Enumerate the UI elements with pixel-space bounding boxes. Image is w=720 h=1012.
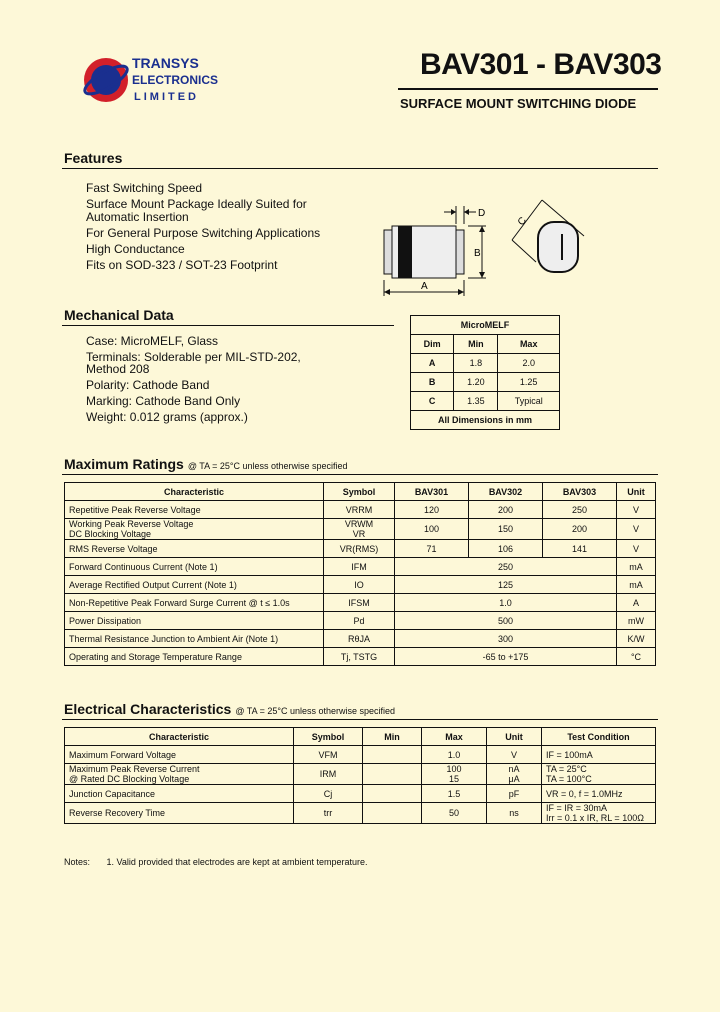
feature-item: High Conductance bbox=[86, 242, 185, 256]
ec-max-line: 100 bbox=[446, 764, 462, 774]
mechanical-item: Marking: Cathode Band Only bbox=[86, 394, 241, 408]
mr-sym-line: VR bbox=[352, 529, 366, 539]
mr-value: 125 bbox=[395, 576, 617, 594]
mm-header: Min bbox=[454, 335, 498, 354]
mr-char-line: Working Peak Reverse Voltage bbox=[69, 519, 194, 529]
mm-min: 1.20 bbox=[454, 373, 498, 392]
electrical-title: Electrical Characteristics bbox=[64, 701, 232, 717]
ec-min bbox=[363, 785, 422, 803]
mechanical-item: Weight: 0.012 grams (approx.) bbox=[86, 410, 248, 424]
mr-char: Operating and Storage Temperature Range bbox=[65, 648, 324, 666]
ec-char bbox=[65, 764, 294, 785]
mechanical-title: Mechanical Data bbox=[64, 307, 174, 323]
mm-max: 2.0 bbox=[498, 354, 560, 373]
ec-cond bbox=[542, 803, 656, 824]
table-row bbox=[411, 354, 560, 373]
diagram-label-d: D bbox=[478, 208, 486, 219]
ec-cond: IF = 100mA bbox=[542, 746, 656, 764]
mechanical-item: Polarity: Cathode Band bbox=[86, 378, 210, 392]
ec-header: Unit bbox=[487, 728, 542, 746]
ec-sym: VFM bbox=[294, 746, 363, 764]
diagram-label-b: B bbox=[474, 248, 481, 259]
mr-unit: V bbox=[617, 519, 656, 540]
notes-text: 1. Valid provided that electrodes are kept at ambient temperature. bbox=[106, 857, 368, 867]
mr-header: BAV301 bbox=[395, 483, 469, 501]
mechanical-item: Terminals: Solderable per MIL-STD-202, bbox=[86, 350, 301, 364]
mr-char: RMS Reverse Voltage bbox=[65, 540, 324, 558]
feature-item: Fits on SOD-323 / SOT-23 Footprint bbox=[86, 258, 278, 272]
mm-min: 1.35 bbox=[454, 392, 498, 411]
electrical-table bbox=[64, 727, 656, 824]
features-list bbox=[86, 180, 320, 273]
ec-unit-line: nA bbox=[508, 764, 520, 774]
mr-v3: 141 bbox=[543, 540, 617, 558]
mechanical-item: Method 208 bbox=[86, 362, 150, 376]
micromelf-dimension-table bbox=[410, 315, 560, 430]
mr-sym bbox=[324, 519, 395, 540]
max-ratings-condition: @ TA = 25°C unless otherwise specified bbox=[187, 461, 348, 471]
mr-sym: Pd bbox=[324, 612, 395, 630]
ec-max bbox=[422, 764, 487, 785]
mr-sym: IFM bbox=[324, 558, 395, 576]
ec-cond-line: IF = IR = 30mA bbox=[546, 803, 608, 813]
mm-dim: A bbox=[411, 354, 454, 373]
mr-sym-line: VRWM bbox=[344, 519, 374, 529]
ec-min bbox=[363, 803, 422, 824]
mr-unit: mA bbox=[617, 558, 656, 576]
ec-header: Max bbox=[422, 728, 487, 746]
ec-char-line: @ Rated DC Blocking Voltage bbox=[69, 774, 190, 784]
ec-header: Characteristic bbox=[65, 728, 294, 746]
mr-sym: VR(RMS) bbox=[324, 540, 395, 558]
mechanical-list bbox=[86, 333, 301, 425]
max-ratings-title: Maximum Ratings bbox=[64, 456, 184, 472]
mm-dim: C bbox=[411, 392, 454, 411]
mr-v2: 106 bbox=[469, 540, 543, 558]
mr-unit: A bbox=[617, 594, 656, 612]
ec-char: Maximum Forward Voltage bbox=[65, 746, 294, 764]
mr-char: Repetitive Peak Reverse Voltage bbox=[65, 501, 324, 519]
mr-v2: 150 bbox=[469, 519, 543, 540]
table-row bbox=[65, 576, 656, 594]
mechanical-item: Case: MicroMELF, Glass bbox=[86, 334, 219, 348]
mr-value: 1.0 bbox=[395, 594, 617, 612]
ec-unit: pF bbox=[487, 785, 542, 803]
table-row bbox=[65, 501, 656, 519]
micromelf-caption: MicroMELF bbox=[411, 316, 560, 335]
micromelf-footer: All Dimensions in mm bbox=[411, 411, 560, 430]
mr-sym: Tj, TSTG bbox=[324, 648, 395, 666]
mm-header: Max bbox=[498, 335, 560, 354]
ec-cond-line: Irr = 0.1 x IR, RL = 100Ω bbox=[546, 813, 644, 823]
ec-sym: trr bbox=[294, 803, 363, 824]
ec-char: Reverse Recovery Time bbox=[65, 803, 294, 824]
mr-unit: °C bbox=[617, 648, 656, 666]
mr-v3: 250 bbox=[543, 501, 617, 519]
ec-min bbox=[363, 764, 422, 785]
mm-max: 1.25 bbox=[498, 373, 560, 392]
table-row bbox=[65, 519, 656, 540]
mr-sym: IFSM bbox=[324, 594, 395, 612]
table-row bbox=[65, 612, 656, 630]
ec-sym: Cj bbox=[294, 785, 363, 803]
mr-unit: mA bbox=[617, 576, 656, 594]
mm-dim: B bbox=[411, 373, 454, 392]
mr-header: Symbol bbox=[324, 483, 395, 501]
mr-header: BAV302 bbox=[469, 483, 543, 501]
ec-cond: VR = 0, f = 1.0MHz bbox=[542, 785, 656, 803]
notes bbox=[64, 857, 368, 867]
logo-line3: LIMITED bbox=[134, 91, 199, 103]
ec-max: 50 bbox=[422, 803, 487, 824]
ec-header: Min bbox=[363, 728, 422, 746]
table-row bbox=[65, 648, 656, 666]
ec-cond-line: TA = 25°C bbox=[546, 764, 587, 774]
table-row bbox=[65, 764, 656, 785]
ec-max: 1.0 bbox=[422, 746, 487, 764]
table-row bbox=[65, 746, 656, 764]
electrical-rule bbox=[62, 719, 658, 720]
company-logo bbox=[80, 50, 230, 110]
part-title: BAV301 - BAV303 bbox=[420, 48, 662, 81]
feature-item: Surface Mount Package Ideally Suited for bbox=[86, 197, 307, 211]
table-row bbox=[411, 373, 560, 392]
ec-char-line: Maximum Peak Reverse Current bbox=[69, 764, 200, 774]
diagram-label-c: C bbox=[515, 215, 529, 228]
feature-item: Automatic Insertion bbox=[86, 210, 189, 224]
ec-min bbox=[363, 746, 422, 764]
ec-unit-line: μA bbox=[508, 774, 520, 784]
mm-header: Dim bbox=[411, 335, 454, 354]
ec-unit: ns bbox=[487, 803, 542, 824]
mr-header: Characteristic bbox=[65, 483, 324, 501]
ec-max: 1.5 bbox=[422, 785, 487, 803]
logo-line2: ELECTRONICS bbox=[132, 73, 219, 87]
ec-cond bbox=[542, 764, 656, 785]
mr-v1: 120 bbox=[395, 501, 469, 519]
mr-header: BAV303 bbox=[543, 483, 617, 501]
mechanical-rule bbox=[62, 325, 394, 326]
mm-min: 1.8 bbox=[454, 354, 498, 373]
mr-char bbox=[65, 519, 324, 540]
mr-value: 500 bbox=[395, 612, 617, 630]
features-title: Features bbox=[64, 150, 123, 166]
mr-v2: 200 bbox=[469, 501, 543, 519]
mr-value: 300 bbox=[395, 630, 617, 648]
ec-cond-line: TA = 100°C bbox=[546, 774, 592, 784]
mr-value: 250 bbox=[395, 558, 617, 576]
ec-char: Junction Capacitance bbox=[65, 785, 294, 803]
ec-sym: IRM bbox=[294, 764, 363, 785]
feature-item: For General Purpose Switching Applications bbox=[86, 226, 321, 240]
features-rule bbox=[62, 168, 658, 169]
mr-v1: 100 bbox=[395, 519, 469, 540]
part-subtitle: SURFACE MOUNT SWITCHING DIODE bbox=[400, 96, 637, 111]
ec-unit: V bbox=[487, 746, 542, 764]
table-row bbox=[65, 540, 656, 558]
mr-char: Forward Continuous Current (Note 1) bbox=[65, 558, 324, 576]
package-diagram bbox=[372, 196, 592, 300]
notes-label: Notes: bbox=[64, 857, 91, 867]
mr-sym: VRRM bbox=[324, 501, 395, 519]
mr-unit: K/W bbox=[617, 630, 656, 648]
mr-v1: 71 bbox=[395, 540, 469, 558]
max-ratings-rule bbox=[62, 474, 658, 475]
table-row bbox=[65, 630, 656, 648]
logo-line1: TRANSYS bbox=[132, 55, 199, 71]
title-rule bbox=[398, 88, 658, 90]
table-row bbox=[411, 392, 560, 411]
mr-unit: V bbox=[617, 540, 656, 558]
table-row bbox=[65, 558, 656, 576]
max-ratings-heading bbox=[64, 456, 348, 474]
mr-value: -65 to +175 bbox=[395, 648, 617, 666]
table-row bbox=[65, 785, 656, 803]
mr-v3: 200 bbox=[543, 519, 617, 540]
ec-unit bbox=[487, 764, 542, 785]
mr-sym: IO bbox=[324, 576, 395, 594]
feature-item: Fast Switching Speed bbox=[86, 181, 203, 195]
mr-header: Unit bbox=[617, 483, 656, 501]
mr-unit: mW bbox=[617, 612, 656, 630]
table-row bbox=[65, 803, 656, 824]
mm-max: Typical bbox=[498, 392, 560, 411]
ec-header: Symbol bbox=[294, 728, 363, 746]
diagram-label-a: A bbox=[421, 281, 428, 292]
mr-sym: RθJA bbox=[324, 630, 395, 648]
mr-char: Average Rectified Output Current (Note 1) bbox=[65, 576, 324, 594]
ec-max-line: 15 bbox=[448, 774, 459, 784]
mr-unit: V bbox=[617, 501, 656, 519]
ec-header: Test Condition bbox=[542, 728, 656, 746]
mr-char: Power Dissipation bbox=[65, 612, 324, 630]
mr-char-line: DC Blocking Voltage bbox=[69, 529, 152, 539]
table-row bbox=[65, 594, 656, 612]
max-ratings-table bbox=[64, 482, 656, 666]
electrical-condition: @ TA = 25°C unless otherwise specified bbox=[235, 706, 396, 716]
electrical-heading bbox=[64, 701, 395, 719]
mr-char: Non-Repetitive Peak Forward Surge Current @ t ≤ 1.0s bbox=[65, 594, 324, 612]
mr-char: Thermal Resistance Junction to Ambient Air (Note 1) bbox=[65, 630, 324, 648]
